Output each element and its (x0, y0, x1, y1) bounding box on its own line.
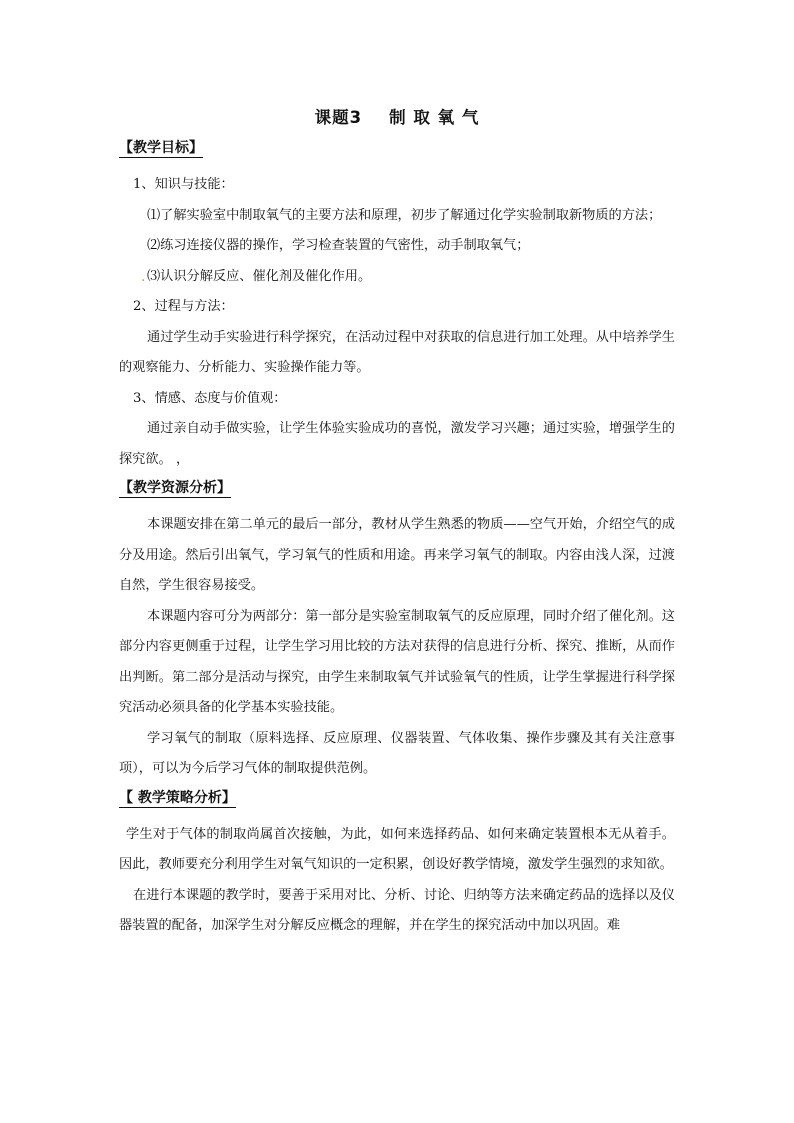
strategy-paragraph-1: 学生对于气体的制取尚属首次接触，为此，如何来选择药品、如何来确定装置根本无从着手。因此，教师要充分利用学生对氧气知识的一定积累，创设好教学情境，激发学生强烈的求知欲。 (119, 826, 675, 872)
objective-knowledge-1: ⑴了解实验室中制取氧气的主要方法和原理，初步了解通过化学实验制取新物质的方法； (147, 207, 662, 223)
strategy-paragraph-2: 在进行本课题的教学时，要善于采用对比、分析、讨论、归纳等方法来确定药品的选择以及仪器装置的配备，加深学生对分解反应概念的理解，并在学生的探究活动中加以巩固。难 (119, 887, 675, 933)
objective-knowledge-2: ⑵练习连接仪器的操作，学习检查装置的气密性，动手制取氧气； (147, 238, 530, 253)
document-body (119, 104, 675, 942)
objectives-heading: 【教学目标】 (119, 140, 203, 156)
objective-attitude-text: 通过亲自动手做实验，让学生体验实验成功的喜悦，激发学习兴趣；通过实验，增强学生的探究欲。 ， (119, 421, 675, 467)
resources-paragraph-3: 学习氧气的制取（原料选择、反应原理、仪器装置、气体收集、操作步骤及其有关注意事项），可以为今后学习气体的制取提供范例。 (119, 730, 675, 776)
resources-paragraph-1: 本课题安排在第二单元的最后一部分，教材从学生熟悉的物质——空气开始，介绍空气的成分及用途。然后引出氧气，学习氧气的性质和用途。再来学习氧气的制取。内容由浅人深，过渡自然，学生很容易接受。 (119, 517, 675, 593)
strategy-heading: 【 教学策略分析】 (119, 789, 236, 806)
objective-process-label: 2、过程与方法： (133, 299, 234, 314)
objective-knowledge-label: 1、知识与技能： (133, 177, 234, 192)
objective-process-text: 通过学生动手实验进行科学探究，在活动过程中对获取的信息进行加工处理。从中培养学生的观察能力、分析能力、实验操作能力等。 (119, 329, 675, 375)
resources-paragraph-2: 本课题内容可分为两部分：第一部分是实验室制取氧气的反应原理，同时介绍了催化剂。这部分内容更侧重于过程，让学生学习用比较的方法对获得的信息进行分析、探究、推断，从而作出判断。第二部分是活动与探究，由学生来制取氧气并试验氧气的性质，让学生掌握进行科学探究活动必须具备的化学基本实验技能。 (119, 608, 675, 715)
page-title: 课题3 制 取 氧 气 (314, 108, 480, 127)
objective-attitude-label: 3、情感、态度与价值观： (133, 390, 287, 406)
resources-heading: 【教学资源分析】 (119, 480, 231, 496)
objective-knowledge-3: . ⑶认识分解反应、催化剂及催化作用。 (119, 262, 675, 293)
stray-mark: . (141, 268, 146, 285)
